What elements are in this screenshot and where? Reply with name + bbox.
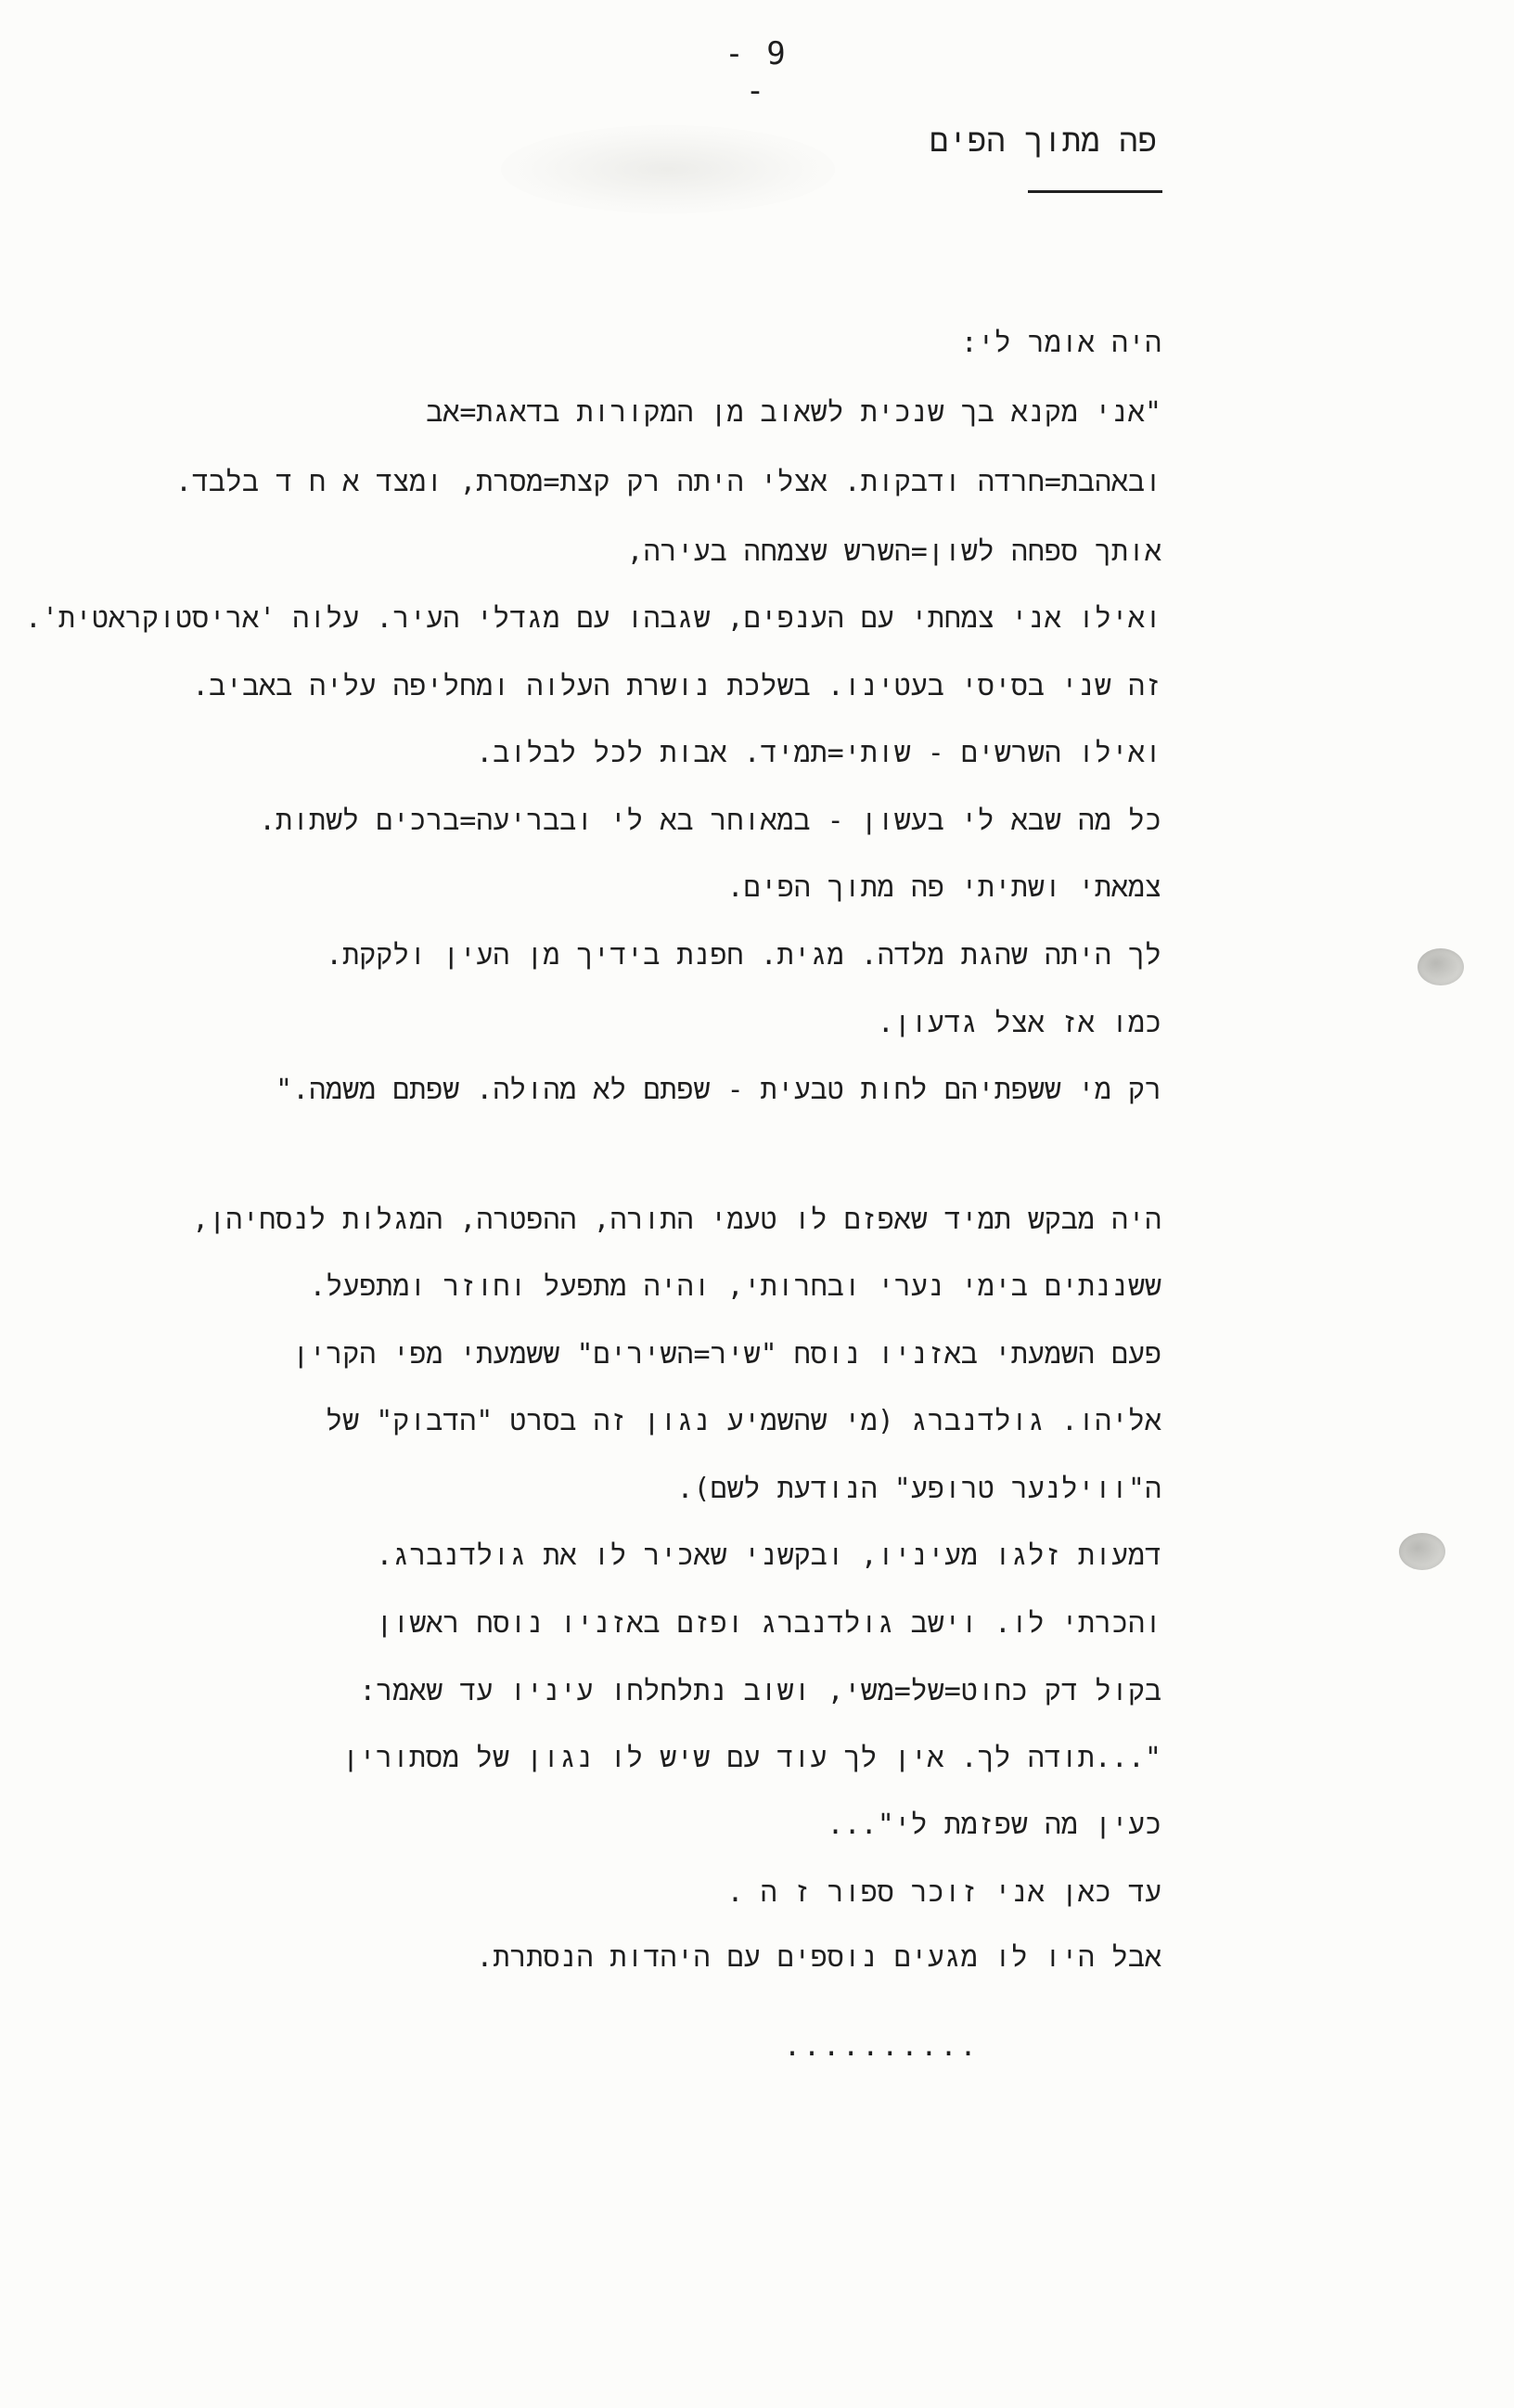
text-line: צמאתי ושתיתי פה מתוך הפים. — [726, 871, 1161, 904]
text-line: כמו אז אצל גדעון. — [877, 1007, 1161, 1039]
text-line: רק מי ששפתיהם לחות טבעית - שפתם לא מהולה. שפתם משמה." — [276, 1074, 1161, 1106]
text-line: אבל היו לו מגעים נוספים עם היהדות הנסתרת. — [476, 1941, 1161, 1974]
text-line: ובאהבת=חרדה ודבקות. אצלי היתה רק קצת=מסרת, ומצד א ח ד בלבד. — [174, 466, 1161, 498]
text-line: אליהו. גולדנברג (מי שהשמיע נגון זה בסרט "הדבוק" של — [326, 1405, 1161, 1437]
text-line: ה"ווילנער טרופע" הנודעת לשם). — [676, 1473, 1161, 1505]
text-line: לך היתה שהגת מלדה. מגית. חפנת בידיך מן העין ולקקת. — [326, 939, 1161, 972]
page-title: פה מתוך הפים — [930, 122, 1157, 160]
text-line: פעם השמעתי באזניו נוסח "שיר=השירים" ששמעתי מפי הקרין — [292, 1338, 1161, 1371]
page-number: - 9 - — [725, 35, 788, 109]
punch-hole-bottom — [1399, 1533, 1445, 1570]
title-underline — [1028, 190, 1162, 193]
text-line: כעין מה שפזמת לי"... — [827, 1809, 1161, 1841]
erased-text-smudge — [501, 125, 835, 213]
text-line: בקול דק כחוט=של=משי, ושוב נתלחלחו עיניו עד שאמר: — [359, 1675, 1161, 1707]
text-line: "...תודה לך. אין לך עוד עם שיש לו נגון של מסתורין — [341, 1742, 1161, 1774]
closing-ellipsis: .......... — [784, 2030, 980, 2063]
text-line: היה מבקש תמיד שאפזם לו טעמי התורה, ההפטרה, המגלות לנסחיהן, — [192, 1204, 1161, 1236]
text-line: והכרתי לו. וישב גולדנברג ופזם באזניו נוסח ראשון — [376, 1607, 1161, 1640]
text-line: עד כאן אני זוכר ספור ז ה . — [726, 1876, 1161, 1909]
text-line: כל מה שבא לי בעשון - במאוחר בא לי ובבריעה=ברכים לשתות. — [259, 805, 1161, 837]
text-line: "אני מקנא בך שנכית לשאוב מן המקורות בדאגת=אב — [426, 396, 1161, 429]
text-line: ששננתים בימי נערי ובחרותי, והיה מתפעל וחוזר ומתפעל. — [309, 1270, 1161, 1303]
text-line: דמעות זלגו מעיניו, ובקשני שאכיר לו את גולדנברג. — [376, 1539, 1161, 1572]
text-line: ואילו אני צמחתי עם הענפים, שגבהו עם מגדלי העיר. עלוה 'אריסטוקראטית'. — [24, 602, 1161, 635]
text-line: היה אומר לי: — [960, 327, 1161, 359]
text-line: אותך ספחה לשון=השרש שצמחה בעירה, — [626, 535, 1161, 568]
punch-hole-top — [1418, 948, 1464, 985]
text-line: ואילו השרשים - שותי=תמיד. אבות לכל לבלוב. — [476, 737, 1161, 769]
text-line: זה שני בסיסי בעטינו. בשלכת נושרת העלוה ומחליפה עליה באביב. — [192, 670, 1161, 702]
